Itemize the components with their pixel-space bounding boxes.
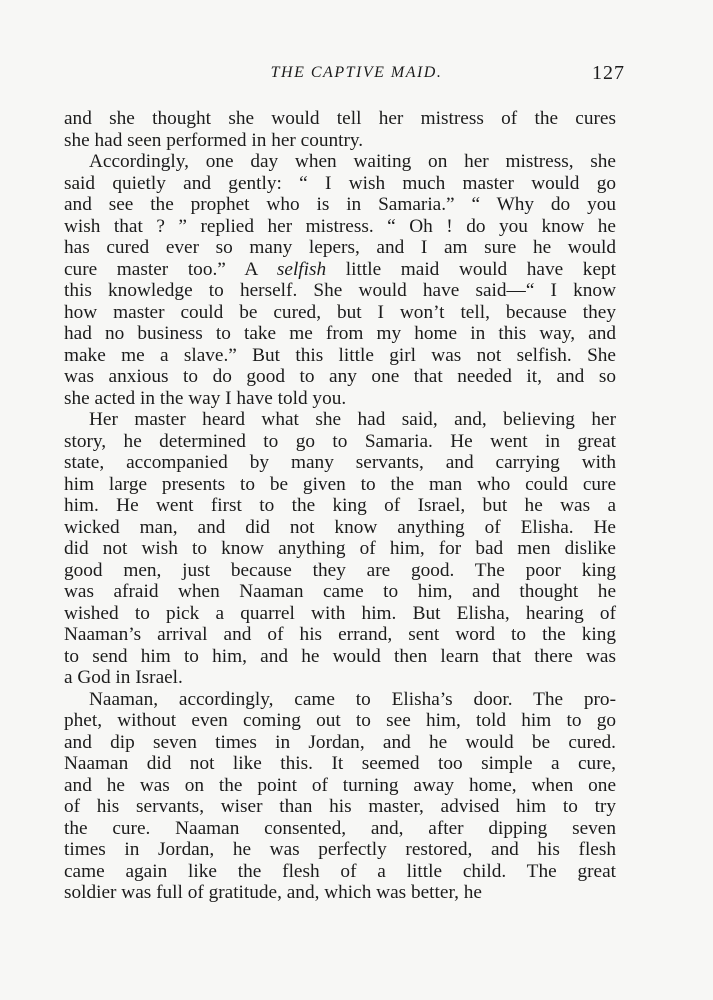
- text-line: story, he determined to go to Samaria. He went in great: [64, 430, 616, 452]
- text-line: the cure. Naaman consented, and, after dipping seven: [64, 817, 616, 839]
- text-line: was afraid when Naaman came to him, and thought he: [64, 581, 616, 602]
- text-line: a God in Israel.: [64, 667, 183, 688]
- italic-word: selfish: [276, 258, 327, 280]
- text-line: she acted in the way I have told you.: [64, 387, 347, 409]
- text-line: and he was on the point of turning away home, when one: [64, 774, 616, 796]
- paragraph: [64, 689, 616, 904]
- text-segment: little maid would have kept: [326, 258, 616, 280]
- text-line: did not wish to know anything of him, for bad men dislike: [64, 538, 616, 559]
- text-line: how master could be cured, but I won’t tell, because they: [64, 301, 616, 323]
- text-line: Naaman’s arrival and of his errand, sent word to the king: [64, 624, 616, 645]
- running-title: THE CAPTIVE MAID.: [270, 64, 443, 81]
- text-line: Naaman did not like this. It seemed too simple a cure,: [64, 753, 616, 774]
- text-line: wicked man, and did not know anything of Elisha. He: [64, 516, 616, 538]
- text-line: phet, without even coming out to see him, told him to go: [64, 710, 616, 731]
- text-line: [64, 259, 616, 281]
- text-segment: cure master too.” A: [64, 258, 277, 280]
- text-line: of his servants, wiser than his master, advised him to try: [64, 796, 616, 817]
- text-line: good men, just because they are good. The poor king: [64, 559, 616, 581]
- text-line: was anxious to do good to any one that needed it, and so: [64, 366, 616, 387]
- text-line: Naaman, accordingly, came to Elisha’s door. The pro-: [89, 688, 616, 710]
- text-line: him. He went first to the king of Israel, but he was a: [64, 495, 616, 516]
- running-head: [0, 62, 713, 86]
- text-line: this knowledge to herself. She would have said—“ I know: [64, 280, 616, 301]
- text-line: wish that ? ” replied her mistress. “ Oh ! do you know he: [64, 215, 616, 237]
- text-line: him large presents to be given to the man who could cure: [64, 473, 616, 495]
- page-number: 127: [592, 62, 625, 84]
- text-line: and dip seven times in Jordan, and he would be cured.: [64, 731, 616, 753]
- text-line: had no business to take me from my home in this way, and: [64, 323, 616, 344]
- text-line: she had seen performed in her country.: [64, 129, 364, 151]
- body-text: [64, 108, 616, 904]
- text-line: state, accompanied by many servants, and carrying with: [64, 452, 616, 473]
- text-line: Accordingly, one day when waiting on her mistress, she: [89, 151, 616, 172]
- text-line: has cured ever so many lepers, and I am sure he would: [64, 237, 616, 258]
- paragraph: [64, 151, 616, 409]
- text-line: soldier was full of gratitude, and, which was better, he: [64, 882, 482, 903]
- text-line: to send him to him, and he would then learn that there was: [64, 645, 616, 667]
- text-line: and she thought she would tell her mistress of the cures: [64, 108, 616, 129]
- text-line: times in Jordan, he was perfectly restored, and his flesh: [64, 839, 616, 860]
- paragraph: [64, 108, 616, 151]
- text-line: came again like the flesh of a little child. The great: [64, 860, 616, 882]
- text-line: and see the prophet who is in Samaria.” “ Why do you: [64, 194, 616, 215]
- text-line: make me a slave.” But this little girl was not selfish. She: [64, 344, 616, 366]
- text-line: said quietly and gently: “ I wish much master would go: [64, 172, 616, 194]
- text-line: wished to pick a quarrel with him. But Elisha, hearing of: [64, 602, 616, 624]
- paragraph: [64, 409, 616, 689]
- text-line: Her master heard what she had said, and, believing her: [89, 409, 616, 430]
